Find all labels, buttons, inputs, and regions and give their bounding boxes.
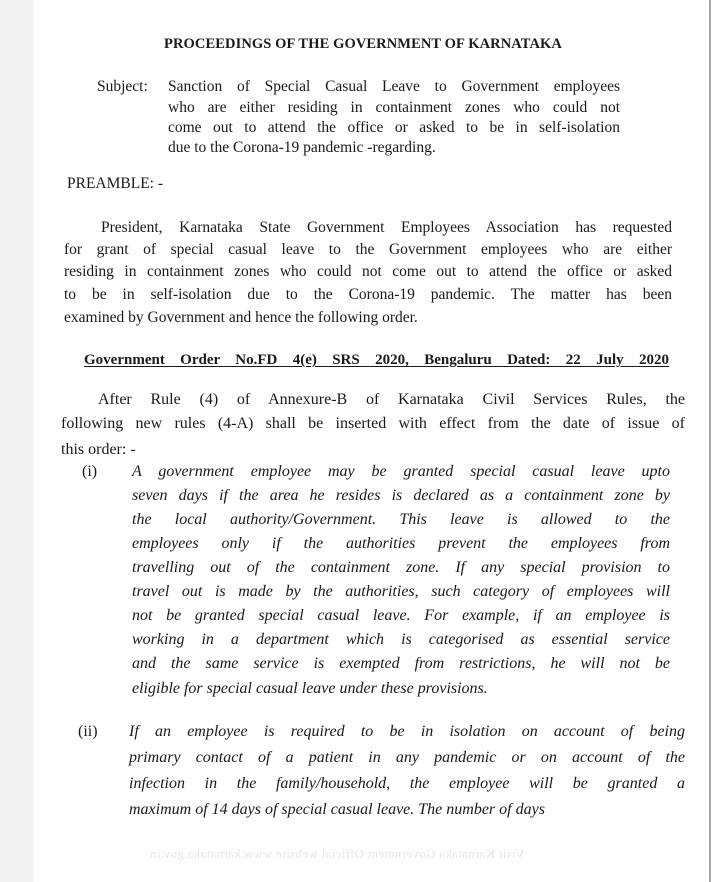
rule-line: employees only if the authorities prevent the employees from bbox=[132, 535, 670, 552]
subject-line: Sanction of Special Casual Leave to Government employees bbox=[168, 78, 620, 95]
order-intro-line: following new rules (4-A) shall be inserted with effect from the date of issue of bbox=[61, 415, 685, 432]
preamble-line: residing in containment zones who could not come out to attend the office or asked bbox=[64, 263, 672, 280]
rule-line: working in a department which is categorised as essential service bbox=[132, 631, 670, 648]
document-title: PROCEEDINGS OF THE GOVERNMENT OF KARNATAKA bbox=[163, 36, 562, 52]
rule-line: maximum of 14 days of special casual leave. The number of days bbox=[129, 801, 545, 818]
page-right-edge bbox=[709, 0, 711, 882]
rule-line: seven days if the area he resides is declared as a containment zone by bbox=[132, 487, 670, 504]
order-heading: Government Order No.FD 4(e) SRS 2020, Bengaluru Dated: 22 July 2020 bbox=[84, 352, 669, 368]
rule-line: the local authority/Government. This leave is allowed to the bbox=[132, 511, 670, 528]
subject-line: who are either residing in containment zones who could not bbox=[168, 99, 620, 116]
rule-line: travelling out of the containment zone. If any special provision to bbox=[132, 559, 670, 576]
preamble-line: President, Karnataka State Government Employees Association has requested bbox=[101, 219, 672, 236]
rule-number: (ii) bbox=[78, 723, 98, 740]
subject-line: due to the Corona-19 pandemic -regarding. bbox=[168, 139, 436, 156]
preamble-line: for grant of special casual leave to the Government employees who are either bbox=[64, 241, 672, 258]
order-intro-line: this order: - bbox=[61, 441, 136, 458]
rule-line: eligible for special casual leave under these provisions. bbox=[132, 680, 488, 697]
rule-number: (i) bbox=[82, 463, 98, 480]
rule-line: not be granted special casual leave. For example, if an employee is bbox=[132, 607, 670, 624]
order-intro-line: After Rule (4) of Annexure-B of Karnataka Civil Services Rules, the bbox=[98, 391, 685, 408]
rule-line: travel out is made by the authorities, such category of employees will bbox=[132, 583, 670, 600]
subject-line: come out to attend the office or asked to be in self-isolation bbox=[168, 119, 620, 136]
preamble-heading: PREAMBLE: - bbox=[67, 175, 164, 192]
rule-line: A government employee may be granted special casual leave upto bbox=[132, 463, 670, 480]
rule-line: infection in the family/household, the employee will be granted a bbox=[129, 775, 685, 792]
rule-line: primary contact of a patient in any pandemic or on account of the bbox=[129, 749, 685, 766]
left-margin-strip bbox=[0, 0, 33, 882]
bleed-through-text: Visit Karnataka Government Official website www.karnataka.gov.in bbox=[150, 846, 525, 861]
subject-label: Subject: bbox=[97, 78, 148, 95]
rule-line: and the same service is exempted from restrictions, he will not be bbox=[132, 655, 670, 672]
preamble-line: examined by Government and hence the following order. bbox=[64, 309, 418, 326]
rule-line: If an employee is required to be in isolation on account of being bbox=[129, 723, 685, 740]
preamble-line: to be in self-isolation due to the Corona-19 pandemic. The matter has been bbox=[64, 286, 672, 303]
